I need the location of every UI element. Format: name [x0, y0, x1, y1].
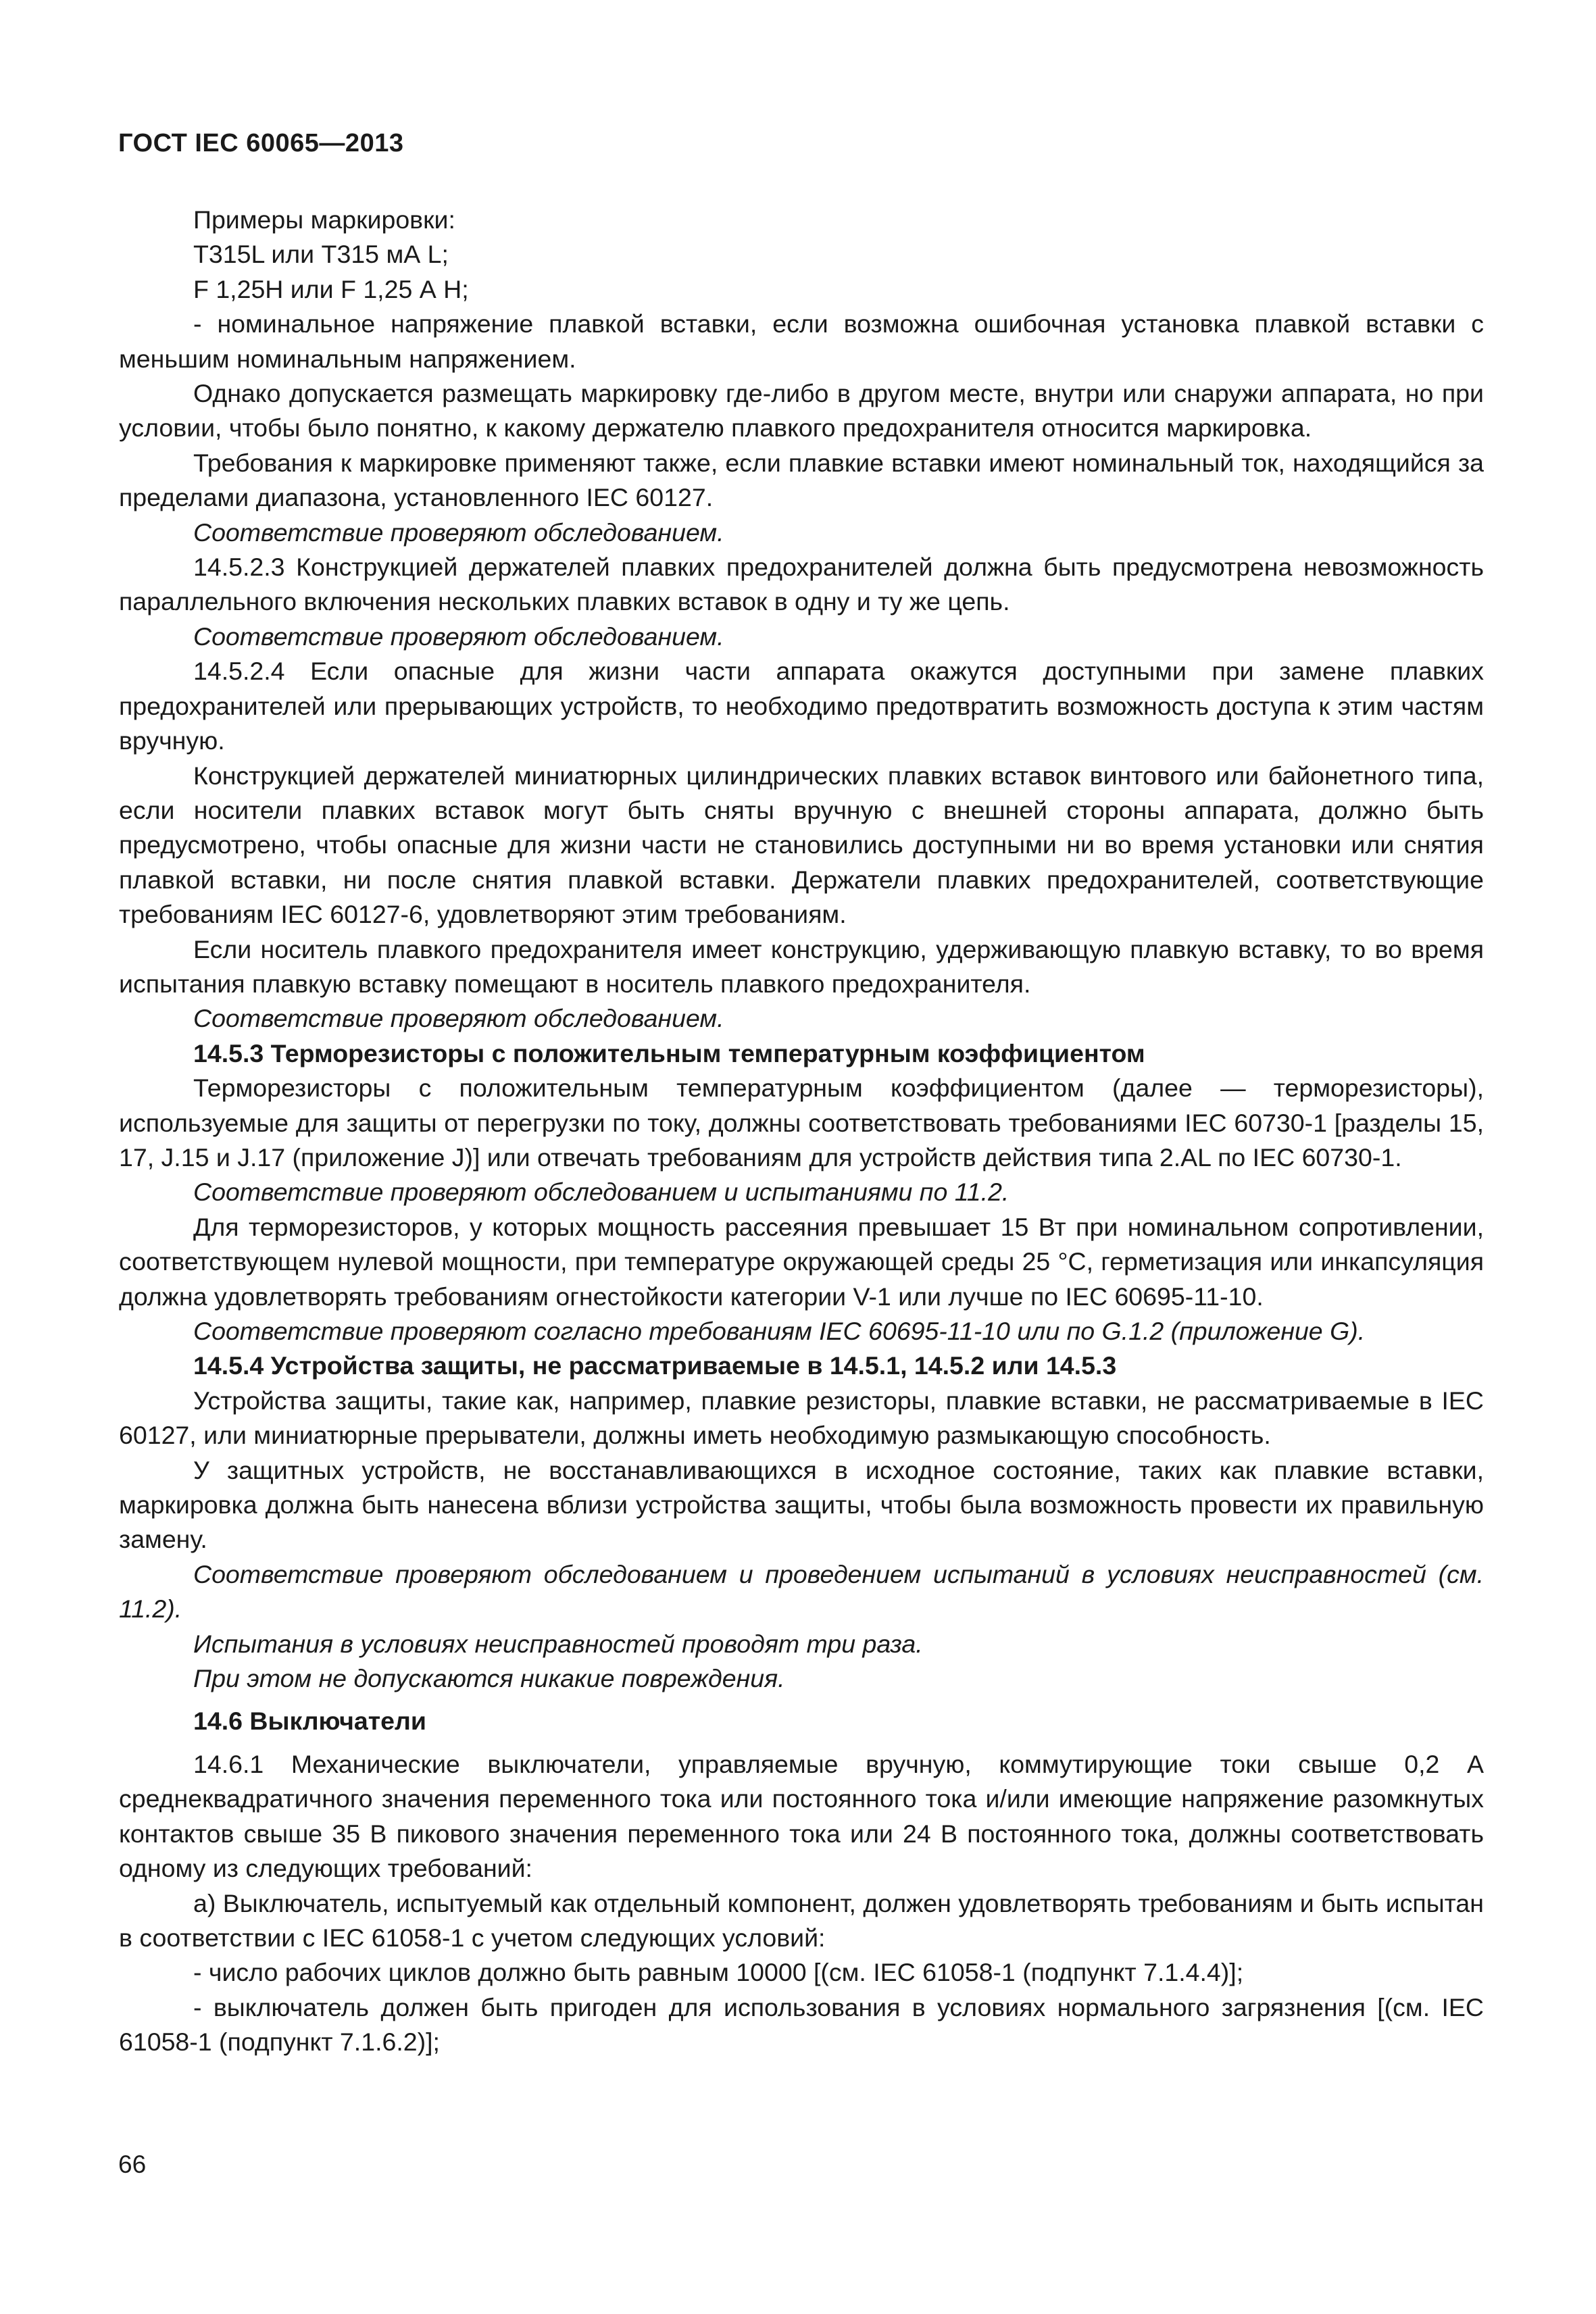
compliance-note: Соответствие проверяют обследованием. — [193, 1004, 724, 1033]
paragraph: Терморезисторы с положительным температурным коэффициентом (далее — терморезисторы), используемые для защиты от перегрузки по току, должны соответствовать требованиями IEC 60730-1 [разделы 15, 17, J.15 и J.17 (приложение J)] или отвечать требованиям для устройств действия типа 2.AL по IEC 60730-1. — [119, 1074, 1484, 1172]
paragraph: - выключатель должен быть пригоден для использования в условиях нормального загрязнения [(см. IEC 61058-1 (подпункт 7.1.6.2)]; — [119, 1992, 1484, 2057]
paragraph: Если носитель плавкого предохранителя имеет конструкцию, удерживающую плавкую вставку, то во время испытания плавкую вставку помещают в носитель плавкого предохранителя. — [119, 934, 1484, 998]
document-header: ГОСТ IEC 60065—2013 — [118, 129, 404, 157]
compliance-note: Соответствие проверяют обследованием и испытаниями по 11.2. — [193, 1178, 1009, 1207]
paragraph: Требования к маркировке применяют также, если плавкие вставки имеют номинальный ток, находящийся за пределами диапазона, установленного IEC 60127. — [119, 448, 1484, 512]
section-heading: 14.6 Выключатели — [193, 1707, 426, 1736]
compliance-note: Соответствие проверяют обследованием. — [193, 518, 724, 547]
compliance-note: При этом не допускаются никакие повреждения. — [193, 1664, 785, 1693]
paragraph: Для терморезисторов, у которых мощность рассеяния превышает 15 Вт при номинальном сопротивлении, соответствующем нулевой мощности, при температуре окружающей среды 25 °С, герметизация или инкапсуляция должна удовлетворять требованиям огнестойкости категории V-1 или лучше по IEC 60695-11-10. — [119, 1212, 1484, 1311]
compliance-note: Соответствие проверяют согласно требованиям IEC 60695-11-10 или по G.1.2 (приложение G). — [193, 1317, 1366, 1345]
compliance-note: Соответствие проверяют обследованием и проведением испытаний в условиях неисправностей (см. 11.2). — [119, 1559, 1484, 1624]
page-number: 66 — [118, 2150, 147, 2178]
paragraph: - число рабочих циклов должно быть равным 10000 [(см. IEC 61058-1 (подпункт 7.1.4.4)]; — [193, 1958, 1244, 1987]
compliance-note: Соответствие проверяют обследованием. — [193, 622, 724, 651]
paragraph: 14.5.2.4 Если опасные для жизни части аппарата окажутся доступными при замене плавких предохранителей или прерывающих устройств, то необходимо предотвратить возможность доступа к этим частям вручную. — [119, 657, 1484, 755]
paragraph: 14.6.1 Механические выключатели, управляемые вручную, коммутирующие токи свыше 0,2 А среднеквадратичного значения переменного тока или постоянного тока и/или имеющие напряжение разомкнутых контактов свыше 35 В пикового значения переменного тока или 24 В постоянного тока, должны соответствовать одному из следующих требований: — [119, 1749, 1484, 1883]
document-body — [119, 203, 1484, 2060]
paragraph: - номинальное напряжение плавкой вставки, если возможна ошибочная установка плавкой вставки с меньшим номинальным напряжением. — [119, 309, 1484, 373]
paragraph: F 1,25H или F 1,25 А H; — [193, 274, 469, 303]
compliance-note: Испытания в условиях неисправностей проводят три раза. — [193, 1629, 923, 1658]
paragraph: а) Выключатель, испытуемый как отдельный компонент, должен удовлетворять требованиям и быть испытан в соответствии с IEC 61058-1 с учетом следующих условий: — [119, 1888, 1484, 1952]
paragraph: 14.5.2.3 Конструкцией держателей плавких предохранителей должна быть предусмотрена невозможность параллельного включения нескольких плавких вставок в одну и ту же цепь. — [119, 553, 1484, 616]
paragraph: Однако допускается размещать маркировку где-либо в другом месте, внутри или снаружи аппарата, но при условии, чтобы было понятно, к какому держателю плавкого предохранителя относится маркировка. — [119, 379, 1484, 443]
paragraph: У защитных устройств, не восстанавливающихся в исходное состояние, таких как плавкие вставки, маркировка должна быть нанесена вблизи устройства защиты, чтобы была возможность провести их правильную замену. — [119, 1455, 1484, 1554]
paragraph: Устройства защиты, такие как, например, плавкие резисторы, плавкие вставки, не рассматриваемые в IEC 60127, или миниатюрные прерыватели, должны иметь необходимую размыкающую способность. — [119, 1386, 1484, 1450]
section-heading: 14.5.3 Терморезисторы с положительным температурным коэффициентом — [193, 1038, 1145, 1067]
paragraph: T315L или T315 мА L; — [193, 240, 449, 269]
section-heading: 14.5.4 Устройства защиты, не рассматриваемые в 14.5.1, 14.5.2 или 14.5.3 — [193, 1351, 1117, 1380]
paragraph: Конструкцией держателей миниатюрных цилиндрических плавких вставок винтового или байонетного типа, если носители плавких вставок могут быть сняты вручную с внешней стороны аппарата, должно быть предусмотрено, чтобы опасные для жизни части не становились доступными ни во время установки или снятия плавкой вставки, ни после снятия плавкой вставки. Держатели плавких предохранителей, соответствующие требованиям IEC 60127-6, удовлетворяют этим требованиям. — [119, 761, 1484, 929]
paragraph: Примеры маркировки: — [193, 205, 455, 234]
